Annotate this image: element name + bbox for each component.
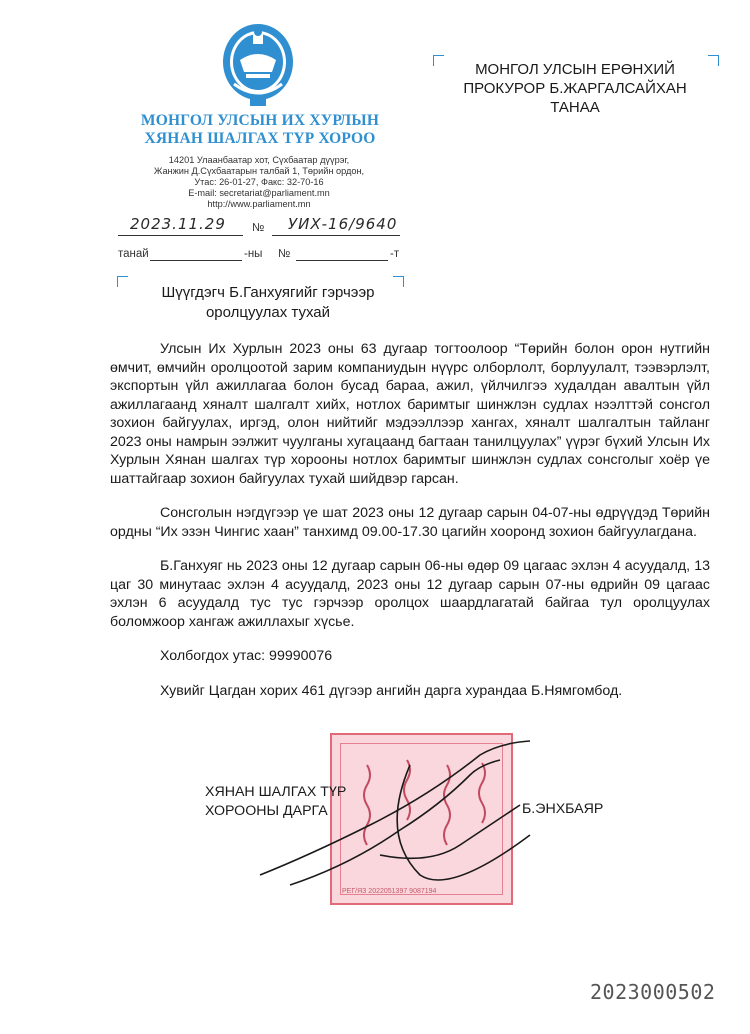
subject-corner-left [117,276,128,287]
number-underline [272,235,400,236]
number-sign-2: № [278,248,291,260]
subject-line-2: оролцуулах тухай [205,304,331,321]
org-line-1: МОНГОЛ УЛСЫН ИХ ХУРЛЫН [140,112,380,129]
addressee [440,60,710,117]
addressee-line-2: ПРОКУРОР Б.ЖАРГАЛСАЙХАН [463,80,687,97]
letter-body [110,340,710,716]
copy-recipient: Хувийг Цагдан хорих 461 дүгээр ангийн дарга хурандаа Б.Нямгомбод. [160,682,623,699]
phone-fax: Утас: 26-01-27, Факс: 32-70-16 [194,177,324,187]
t-label: -т [390,248,400,260]
signatory-title-line-1: ХЯНАН ШАЛГАХ ТҮР [205,784,347,800]
address-line-1: 14201 Улаанбаатар хот, Сүхбаатар дүүрэг, [168,155,350,165]
signatory-title-line-2: ХОРООНЫ ДАРГА [205,803,328,819]
signatory-name: Б.ЭНХБАЯР [522,801,604,817]
body-paragraph-3: Б.Ганхуяг нь 2023 оны 12 дугаар сарын 06-ны өдөр 09 цагаас эхлэн 4 асуудалд, 13 цаг 30 минутаас эхлэн 4 асуудалд, 2023 оны 12 дугаар сарын 07-ны өдрийн 09 цагаас эхлэн 6 асуудалд тус тус гэрчээр оролцох шаардлагатай байгаа тул оролцуулах боломжоор хангаж ажиллахыг хүсье. [110,558,710,630]
document-number: 2023000502 [590,980,716,1004]
addressee-line-1: МОНГОЛ УЛСЫН ЕРӨНХИЙ [475,61,675,78]
email-address: E-mail: secretariat@parliament.mn [188,188,330,198]
stamp-code: РЕГ/ЯЗ 2022051397 9087194 [342,888,437,895]
ny-label: -ны [244,248,263,260]
body-paragraph-1: Улсын Их Хурлын 2023 оны 63 дугаар тогтоолоор “Төрийн болон орон нутгийн өмчит, өмчийн оролцоотой зарим компаниудын нүүрс олборлолт, борлуулалт, тээвэрлэлт, экспортын үйл ажиллагаа болон бусад бараа, ажил, үйлчилгээ худалдан авалтын үйл ажиллагаанд хяналт шалгалт хийх, нотлох баримтыг шинжлэн судлах нээлттэй сонсгол зохион байгуулах, иргэд, олон нийтийг мэдээллээр хангах, хяналт шалгалтын тайланг 2023 оны намрын ээлжит чуулганы хугацаанд багтаан танилцуулах” үүрэг бүхий Улсын Их Хурлын Хянан шалгах түр хорооны нотлох баримтыг шинжлэн судлах сонсголыг хоёр үе шаттайгаар зохион байгуулах тухай шийдвэр гарсан. [110,341,710,487]
handwritten-number: УИХ-16/9640 [288,215,398,233]
body-paragraph-2: Сонсголын нэгдүгээр үе шат 2023 оны 12 дугаар сарын 04-07-ны өдрүүдэд Төрийн ордны “Их эзэн Чингис хаан” танхимд 09.00-17.30 цагийн хооронд зохион байгуулагдана. [110,505,710,540]
organization-name [140,112,380,148]
website-url: http://www.parliament.mn [207,199,311,209]
handwritten-date: 2023.11.29 [130,215,226,233]
tanai-label: танай [118,248,149,260]
handwritten-signature-icon [230,735,570,905]
number-sign: № [252,222,265,234]
subject [148,283,388,323]
org-line-2: ХЯНАН ШАЛГАХ ТҮР ХОРОО [144,130,376,147]
mongolia-state-emblem-icon [220,22,296,108]
subject-line-1: Шүүгдэгч Б.Ганхуягийг гэрчээр [161,284,375,301]
letterhead-contact [128,155,390,210]
reply-number-underline [296,260,388,261]
tanai-underline [150,260,242,261]
addressee-line-3: ТАНАА [550,99,600,116]
date-underline [118,235,243,236]
subject-corner-right [393,276,404,287]
address-line-2: Жанжин Д.Сүхбаатарын талбай 1, Төрийн ордон, [153,166,365,176]
contact-phone: Холбогдох утас: 99990076 [160,648,333,664]
